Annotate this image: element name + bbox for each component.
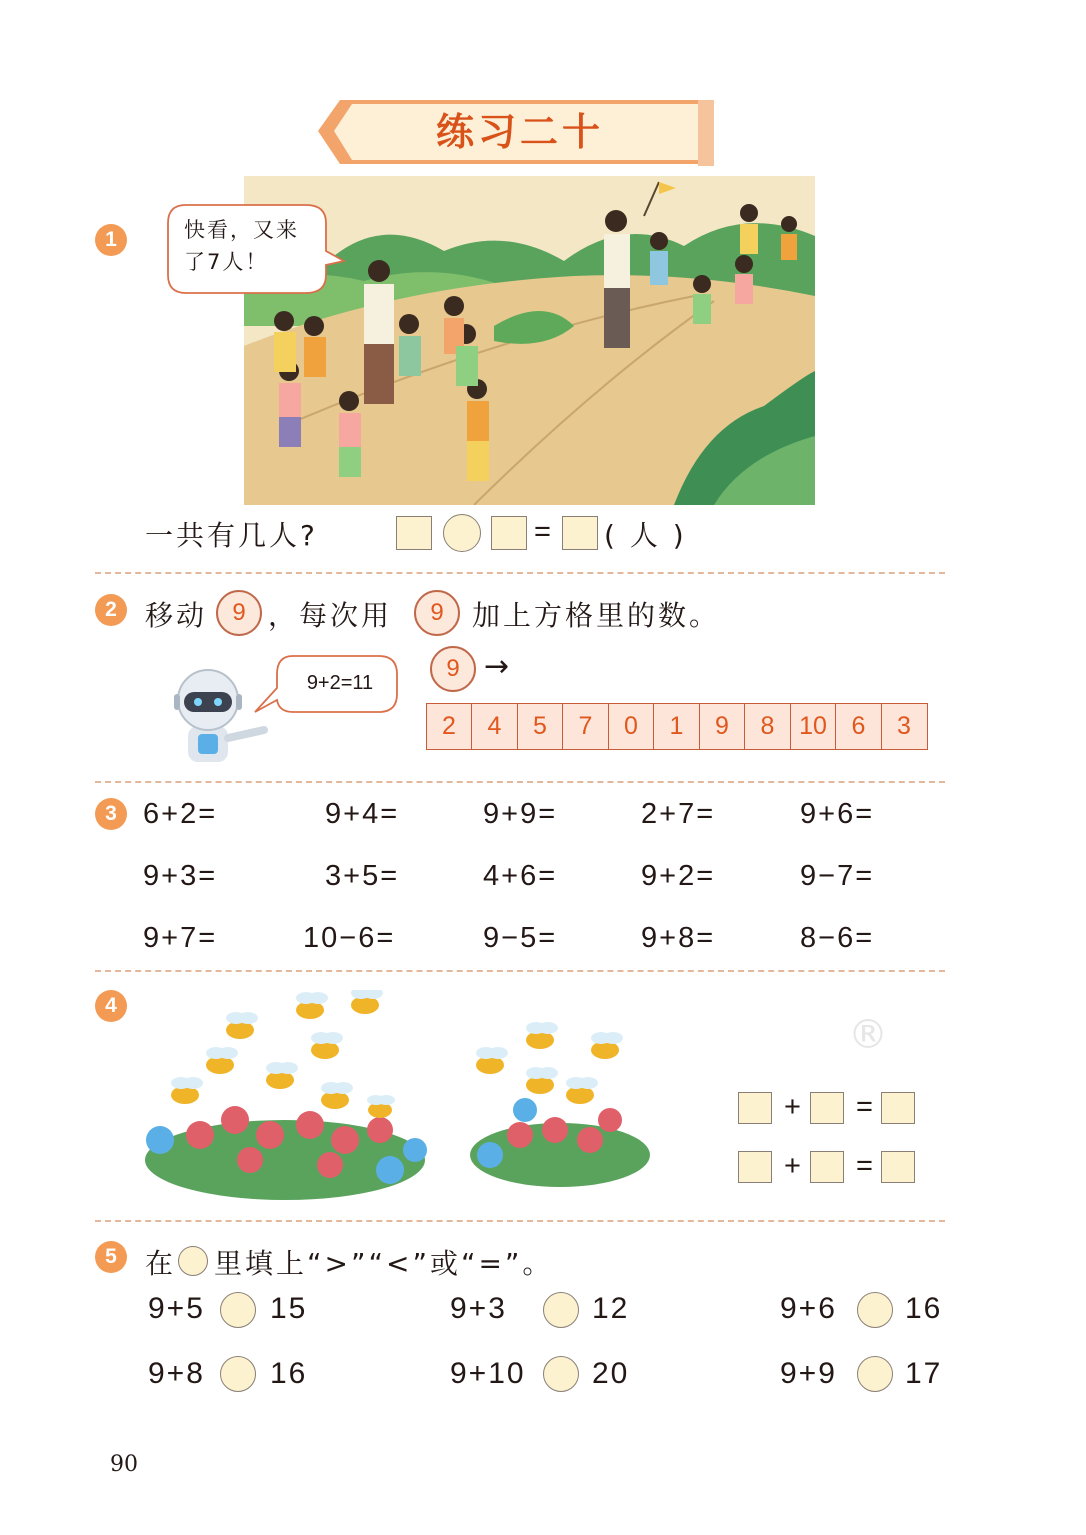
equation: 9+3= bbox=[143, 860, 218, 892]
answer-box[interactable] bbox=[491, 516, 527, 550]
question-number-badge: 3 bbox=[95, 798, 127, 830]
equation: 2+7= bbox=[641, 798, 716, 830]
grid-cell[interactable]: 8 bbox=[744, 703, 791, 750]
speech-text: 快看，又来了7人！ bbox=[184, 218, 299, 274]
answer-box[interactable] bbox=[810, 1151, 844, 1183]
result-box[interactable] bbox=[562, 516, 598, 550]
section-divider bbox=[95, 781, 945, 783]
question-number-badge: 1 bbox=[95, 224, 127, 256]
equation: 6+2= bbox=[143, 798, 218, 830]
equals-sign: = bbox=[856, 1091, 875, 1123]
registered-watermark: ® bbox=[848, 1012, 888, 1058]
grid-cell[interactable]: 3 bbox=[881, 703, 928, 750]
instruction-part: ，每次用 bbox=[268, 599, 393, 632]
equation: 3+5= bbox=[325, 860, 400, 892]
compare-circle[interactable] bbox=[543, 1292, 579, 1328]
instruction-part: 里填上“>”“<”或“=”。 bbox=[214, 1247, 554, 1280]
compare-right: 15 bbox=[270, 1292, 308, 1325]
nine-circle: 9 bbox=[216, 590, 262, 636]
question-number-badge: 5 bbox=[95, 1241, 127, 1273]
plus-sign: + bbox=[784, 1091, 803, 1123]
compare-left: 9+6 bbox=[780, 1292, 837, 1325]
compare-right: 16 bbox=[270, 1357, 308, 1390]
result-box[interactable] bbox=[881, 1151, 915, 1183]
result-box[interactable] bbox=[881, 1092, 915, 1124]
nine-circle[interactable]: 9 bbox=[430, 646, 476, 692]
unit-label: ( 人 ) bbox=[604, 519, 687, 552]
compare-left: 9+8 bbox=[148, 1357, 205, 1390]
question-1-text: 一共有几人? bbox=[145, 519, 318, 552]
instruction-part: 在 bbox=[145, 1247, 177, 1280]
grid-cell[interactable]: 2 bbox=[426, 703, 473, 750]
page-number: 90 bbox=[110, 1452, 138, 1477]
equation: 9+8= bbox=[641, 922, 716, 954]
section-divider bbox=[95, 572, 945, 574]
equation: 9+4= bbox=[325, 798, 400, 830]
compare-left: 9+5 bbox=[148, 1292, 205, 1325]
grid-cell[interactable]: 0 bbox=[608, 703, 655, 750]
answer-box[interactable] bbox=[396, 516, 432, 550]
compare-circle[interactable] bbox=[857, 1356, 893, 1392]
equals-sign: = bbox=[534, 516, 553, 548]
equation: 9−7= bbox=[800, 860, 875, 892]
equation: 10−6= bbox=[303, 922, 396, 954]
robot-speech-text: 9+2=11 bbox=[306, 672, 374, 694]
section-divider bbox=[95, 1220, 945, 1222]
compare-right: 17 bbox=[905, 1357, 943, 1390]
equation: 9+7= bbox=[143, 922, 218, 954]
compare-circle[interactable] bbox=[857, 1292, 893, 1328]
answer-box[interactable] bbox=[738, 1092, 772, 1124]
bees-and-flowers-illustration bbox=[140, 990, 660, 1200]
instruction-part: 加上方格里的数。 bbox=[472, 599, 721, 632]
compare-circle[interactable] bbox=[220, 1292, 256, 1328]
compare-circle-sample bbox=[178, 1246, 208, 1276]
compare-left: 9+10 bbox=[450, 1357, 526, 1390]
grid-cell[interactable]: 4 bbox=[471, 703, 518, 750]
compare-circle[interactable] bbox=[543, 1356, 579, 1392]
grid-cell[interactable]: 1 bbox=[653, 703, 700, 750]
compare-right: 12 bbox=[592, 1292, 630, 1325]
grid-cell[interactable]: 6 bbox=[835, 703, 882, 750]
nine-circle: 9 bbox=[414, 590, 460, 636]
arrow-right-icon: → bbox=[484, 649, 510, 684]
question-number-badge: 4 bbox=[95, 990, 127, 1022]
grid-cell[interactable]: 5 bbox=[517, 703, 564, 750]
equation: 9+6= bbox=[800, 798, 875, 830]
compare-left: 9+9 bbox=[780, 1357, 837, 1390]
instruction-part: 移动 bbox=[145, 599, 208, 632]
section-divider bbox=[95, 970, 945, 972]
plus-sign: + bbox=[784, 1150, 803, 1182]
equation: 9−5= bbox=[483, 922, 558, 954]
equation: 9+9= bbox=[483, 798, 558, 830]
grid-cell[interactable]: 10 bbox=[790, 703, 837, 750]
equation: 8−6= bbox=[800, 922, 875, 954]
number-grid bbox=[427, 703, 928, 750]
grid-cell[interactable]: 9 bbox=[699, 703, 746, 750]
equation: 4+6= bbox=[483, 860, 558, 892]
grid-cell[interactable]: 7 bbox=[562, 703, 609, 750]
answer-box[interactable] bbox=[738, 1151, 772, 1183]
question-number-badge: 2 bbox=[95, 594, 127, 626]
equals-sign: = bbox=[856, 1150, 875, 1182]
compare-left: 9+3 bbox=[450, 1292, 507, 1325]
answer-box[interactable] bbox=[810, 1092, 844, 1124]
compare-circle[interactable] bbox=[220, 1356, 256, 1392]
operator-circle[interactable] bbox=[443, 514, 481, 552]
compare-right: 16 bbox=[905, 1292, 943, 1325]
equation: 9+2= bbox=[641, 860, 716, 892]
compare-right: 20 bbox=[592, 1357, 630, 1390]
page-title: 练习二十 bbox=[435, 109, 604, 154]
